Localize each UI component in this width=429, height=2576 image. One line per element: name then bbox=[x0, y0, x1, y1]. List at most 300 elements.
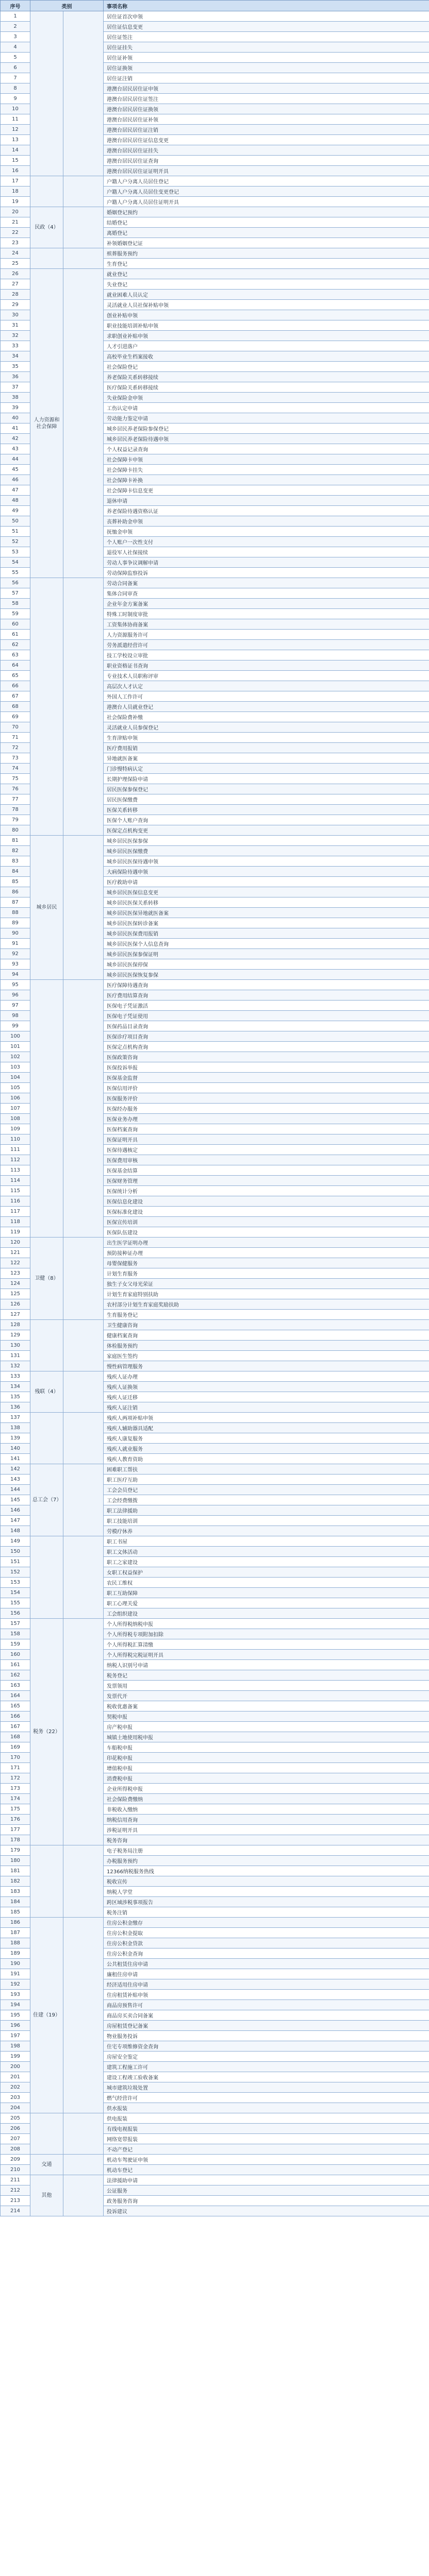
row-number: 38 bbox=[1, 393, 30, 403]
row-number: 186 bbox=[1, 1918, 30, 1928]
row-number: 62 bbox=[1, 640, 30, 650]
item-name: 医疗保障待遇查询 bbox=[104, 980, 429, 990]
item-name: 涉税证明开具 bbox=[104, 1825, 429, 1835]
category-cell: 交通 bbox=[30, 2155, 63, 2175]
row-number: 120 bbox=[1, 1238, 30, 1248]
row-number: 194 bbox=[1, 2000, 30, 2010]
item-name: 契税申报 bbox=[104, 1711, 429, 1722]
row-number: 208 bbox=[1, 2144, 30, 2155]
item-name: 港澳台居民居住证注销 bbox=[104, 125, 429, 135]
row-number: 6 bbox=[1, 63, 30, 73]
item-name: 港澳台居民居住证查询 bbox=[104, 156, 429, 166]
row-number: 87 bbox=[1, 897, 30, 908]
item-name: 退休申请 bbox=[104, 496, 429, 506]
row-number: 188 bbox=[1, 1938, 30, 1948]
row-number: 55 bbox=[1, 568, 30, 578]
item-name: 医保基金监督 bbox=[104, 1073, 429, 1083]
row-number: 187 bbox=[1, 1928, 30, 1938]
row-number: 195 bbox=[1, 2010, 30, 2021]
item-name: 个人所得税汇算清缴 bbox=[104, 1639, 429, 1650]
row-number: 206 bbox=[1, 2124, 30, 2134]
table-header-row bbox=[1, 1, 429, 11]
category-cell bbox=[30, 578, 63, 836]
table-row bbox=[1, 248, 429, 259]
item-name: 医保标准化建设 bbox=[104, 1207, 429, 1217]
item-name: 房屋安全鉴定 bbox=[104, 2052, 429, 2062]
row-number: 169 bbox=[1, 1742, 30, 1753]
category-cell: 总工会（7） bbox=[30, 1464, 63, 1536]
row-number: 33 bbox=[1, 341, 30, 351]
item-name: 城乡居民养老保险参保登记 bbox=[104, 423, 429, 434]
item-name: 港澳台居民居住证申领 bbox=[104, 83, 429, 94]
row-number: 134 bbox=[1, 1382, 30, 1392]
row-number: 60 bbox=[1, 619, 30, 630]
item-name: 母婴保健服务 bbox=[104, 1258, 429, 1268]
row-number: 179 bbox=[1, 1845, 30, 1856]
row-number: 9 bbox=[1, 94, 30, 104]
row-number: 139 bbox=[1, 1433, 30, 1444]
item-name: 职业技能培训补贴申领 bbox=[104, 320, 429, 331]
item-name: 医保定点机构查询 bbox=[104, 1042, 429, 1052]
row-number: 5 bbox=[1, 53, 30, 63]
item-name: 社会保障卡信息变更 bbox=[104, 485, 429, 496]
row-number: 67 bbox=[1, 691, 30, 702]
row-number: 29 bbox=[1, 300, 30, 310]
row-number: 1 bbox=[1, 11, 30, 22]
item-name: 补领婚姻登记证 bbox=[104, 238, 429, 248]
item-name: 慢性病管理服务 bbox=[104, 1361, 429, 1371]
item-name: 经济适用住房申请 bbox=[104, 1979, 429, 1990]
item-name: 农民工维权 bbox=[104, 1578, 429, 1588]
item-name: 婚姻登记预约 bbox=[104, 207, 429, 217]
row-number: 30 bbox=[1, 310, 30, 320]
row-number: 132 bbox=[1, 1361, 30, 1371]
item-name: 人力资源服务许可 bbox=[104, 630, 429, 640]
item-name: 殡葬服务预约 bbox=[104, 248, 429, 259]
row-number: 98 bbox=[1, 1011, 30, 1021]
row-number: 124 bbox=[1, 1279, 30, 1289]
row-number: 127 bbox=[1, 1310, 30, 1320]
row-number: 3 bbox=[1, 32, 30, 42]
row-number: 167 bbox=[1, 1722, 30, 1732]
row-number: 109 bbox=[1, 1124, 30, 1134]
item-name: 城乡居民养老保险待遇申领 bbox=[104, 434, 429, 444]
row-number: 150 bbox=[1, 1547, 30, 1557]
item-name: 税务登记 bbox=[104, 1670, 429, 1681]
row-number: 189 bbox=[1, 1948, 30, 1959]
item-name: 工伤认定申请 bbox=[104, 403, 429, 413]
row-number: 85 bbox=[1, 877, 30, 887]
item-name: 医保基金结算 bbox=[104, 1165, 429, 1176]
row-number: 117 bbox=[1, 1207, 30, 1217]
row-number: 165 bbox=[1, 1701, 30, 1711]
row-number: 212 bbox=[1, 2185, 30, 2196]
row-number: 137 bbox=[1, 1413, 30, 1423]
subcategory-cell bbox=[63, 1845, 104, 1918]
row-number: 204 bbox=[1, 2103, 30, 2113]
row-number: 107 bbox=[1, 1104, 30, 1114]
item-name: 出生医学证明办理 bbox=[104, 1238, 429, 1248]
row-number: 210 bbox=[1, 2165, 30, 2175]
category-cell: 卫健（8） bbox=[30, 1238, 63, 1320]
item-name: 高层次人才认定 bbox=[104, 681, 429, 691]
item-name: 发票领用 bbox=[104, 1681, 429, 1691]
row-number: 196 bbox=[1, 2021, 30, 2031]
item-name: 个人账户一次性支付 bbox=[104, 537, 429, 547]
item-name: 生育登记 bbox=[104, 259, 429, 269]
row-number: 168 bbox=[1, 1732, 30, 1742]
row-number: 178 bbox=[1, 1835, 30, 1845]
category-cell: 税务（22） bbox=[30, 1619, 63, 1845]
item-name: 建设工程竣工验收备案 bbox=[104, 2072, 429, 2082]
row-number: 99 bbox=[1, 1021, 30, 1031]
item-name: 残疾人证换领 bbox=[104, 1382, 429, 1392]
row-number: 202 bbox=[1, 2082, 30, 2093]
item-name: 医保待遇核定 bbox=[104, 1145, 429, 1155]
item-name: 困难职工帮扶 bbox=[104, 1464, 429, 1475]
item-name: 职工之家建设 bbox=[104, 1557, 429, 1567]
category-cell bbox=[30, 1536, 63, 1619]
item-name: 有线电视报装 bbox=[104, 2124, 429, 2134]
item-name: 医保财务管理 bbox=[104, 1176, 429, 1186]
item-name: 个人所得税专项附加扣除 bbox=[104, 1629, 429, 1639]
row-number: 184 bbox=[1, 1897, 30, 1907]
row-number: 161 bbox=[1, 1660, 30, 1670]
item-name: 求职创业补贴申领 bbox=[104, 331, 429, 341]
table-body bbox=[1, 11, 429, 2216]
item-name: 医保信用评价 bbox=[104, 1083, 429, 1093]
row-number: 66 bbox=[1, 681, 30, 691]
row-number: 14 bbox=[1, 145, 30, 156]
row-number: 151 bbox=[1, 1557, 30, 1567]
item-name: 社会保险费补缴 bbox=[104, 712, 429, 722]
item-name: 大病保险待遇申领 bbox=[104, 867, 429, 877]
item-name: 城乡居民医保待遇申领 bbox=[104, 856, 429, 867]
row-number: 122 bbox=[1, 1258, 30, 1268]
item-name: 非税收入缴纳 bbox=[104, 1804, 429, 1815]
row-number: 143 bbox=[1, 1475, 30, 1485]
row-number: 2 bbox=[1, 22, 30, 32]
row-number: 180 bbox=[1, 1856, 30, 1866]
table-row bbox=[1, 1536, 429, 1547]
subcategory-cell bbox=[63, 2155, 104, 2175]
item-name: 住房公积金缴存 bbox=[104, 1918, 429, 1928]
subcategory-cell bbox=[63, 11, 104, 176]
row-number: 76 bbox=[1, 784, 30, 794]
row-number: 69 bbox=[1, 712, 30, 722]
category-cell bbox=[30, 176, 63, 207]
item-name: 集体合同审查 bbox=[104, 588, 429, 599]
row-number: 136 bbox=[1, 1402, 30, 1413]
row-number: 113 bbox=[1, 1165, 30, 1176]
row-number: 100 bbox=[1, 1031, 30, 1042]
subcategory-cell bbox=[63, 1464, 104, 1536]
header-item: 事项名称 bbox=[104, 1, 429, 11]
row-number: 181 bbox=[1, 1866, 30, 1876]
row-number: 128 bbox=[1, 1320, 30, 1330]
item-name: 个人所得税完税证明开具 bbox=[104, 1650, 429, 1660]
item-name: 医保队伍建设 bbox=[104, 1227, 429, 1238]
subcategory-cell bbox=[63, 980, 104, 1238]
item-name: 住宅专项维修资金查询 bbox=[104, 2041, 429, 2052]
row-number: 16 bbox=[1, 166, 30, 176]
item-name: 退役军人社保接续 bbox=[104, 547, 429, 557]
item-name: 税收宣传 bbox=[104, 1876, 429, 1887]
row-number: 63 bbox=[1, 650, 30, 660]
row-number: 190 bbox=[1, 1959, 30, 1969]
item-name: 计划生育服务 bbox=[104, 1268, 429, 1279]
item-name: 投诉建议 bbox=[104, 2206, 429, 2216]
item-name: 居住证信息变更 bbox=[104, 22, 429, 32]
row-number: 84 bbox=[1, 867, 30, 877]
category-cell: 其他 bbox=[30, 2175, 63, 2216]
item-name: 个人权益记录查询 bbox=[104, 444, 429, 454]
item-name: 工资集体协商备案 bbox=[104, 619, 429, 630]
row-number: 25 bbox=[1, 259, 30, 269]
row-number: 80 bbox=[1, 825, 30, 836]
item-name: 卫生健康咨询 bbox=[104, 1320, 429, 1330]
item-name: 医保宣传培训 bbox=[104, 1217, 429, 1227]
row-number: 105 bbox=[1, 1083, 30, 1093]
row-number: 205 bbox=[1, 2113, 30, 2124]
row-number: 164 bbox=[1, 1691, 30, 1701]
table-row bbox=[1, 2113, 429, 2124]
row-number: 177 bbox=[1, 1825, 30, 1835]
row-number: 78 bbox=[1, 805, 30, 815]
row-number: 42 bbox=[1, 434, 30, 444]
item-name: 就业困难人员认定 bbox=[104, 290, 429, 300]
row-number: 22 bbox=[1, 228, 30, 238]
row-number: 125 bbox=[1, 1289, 30, 1299]
row-number: 12 bbox=[1, 125, 30, 135]
row-number: 13 bbox=[1, 135, 30, 145]
row-number: 64 bbox=[1, 660, 30, 671]
item-name: 城乡居民医保停保 bbox=[104, 959, 429, 970]
row-number: 44 bbox=[1, 454, 30, 465]
row-number: 28 bbox=[1, 290, 30, 300]
item-name: 技工学校设立审批 bbox=[104, 650, 429, 660]
item-name: 城乡居民医保个人信息查询 bbox=[104, 939, 429, 949]
category-cell: 城乡居民 bbox=[30, 836, 63, 980]
item-name: 供电报装 bbox=[104, 2113, 429, 2124]
item-name: 工会会员登记 bbox=[104, 1485, 429, 1495]
row-number: 160 bbox=[1, 1650, 30, 1660]
row-number: 126 bbox=[1, 1299, 30, 1310]
item-name: 残疾人证迁移 bbox=[104, 1392, 429, 1402]
row-number: 53 bbox=[1, 547, 30, 557]
row-number: 185 bbox=[1, 1907, 30, 1918]
item-name: 港澳台人员就业登记 bbox=[104, 702, 429, 712]
item-name: 社会保险费缴纳 bbox=[104, 1794, 429, 1804]
item-name: 跨区域涉税事项报告 bbox=[104, 1897, 429, 1907]
item-name: 法律援助申请 bbox=[104, 2175, 429, 2185]
item-name: 城乡居民医保参保 bbox=[104, 836, 429, 846]
row-number: 27 bbox=[1, 279, 30, 290]
item-name: 失业保险金申领 bbox=[104, 393, 429, 403]
item-name: 残疾人就业服务 bbox=[104, 1444, 429, 1454]
item-name: 独生子女父母光荣证 bbox=[104, 1279, 429, 1289]
item-name: 个人所得税纳税申报 bbox=[104, 1619, 429, 1629]
item-name: 纳税信用查询 bbox=[104, 1815, 429, 1825]
item-name: 医疗费用结算查询 bbox=[104, 990, 429, 1001]
category-cell bbox=[30, 1320, 63, 1371]
item-name: 城乡居民医保参保证明 bbox=[104, 949, 429, 959]
row-number: 112 bbox=[1, 1155, 30, 1165]
item-name: 港澳台居民居住证换领 bbox=[104, 104, 429, 114]
category-cell bbox=[30, 980, 63, 1238]
item-name: 消费税申报 bbox=[104, 1773, 429, 1784]
item-name: 高校毕业生档案接收 bbox=[104, 351, 429, 362]
row-number: 89 bbox=[1, 918, 30, 928]
row-number: 23 bbox=[1, 238, 30, 248]
subcategory-cell bbox=[63, 1413, 104, 1464]
item-name: 劳动人事争议调解申请 bbox=[104, 557, 429, 568]
row-number: 193 bbox=[1, 1990, 30, 2000]
item-name: 残疾人两项补贴申领 bbox=[104, 1413, 429, 1423]
item-name: 发票代开 bbox=[104, 1691, 429, 1701]
item-name: 劳动保障监察投诉 bbox=[104, 568, 429, 578]
item-name: 劳务派遣经营许可 bbox=[104, 640, 429, 650]
item-name: 医疗保险关系转移接续 bbox=[104, 382, 429, 393]
row-number: 173 bbox=[1, 1784, 30, 1794]
item-name: 办税服务预约 bbox=[104, 1856, 429, 1866]
item-name: 户籍人户分离人员居住变更登记 bbox=[104, 187, 429, 197]
row-number: 102 bbox=[1, 1052, 30, 1062]
item-name: 外国人工作许可 bbox=[104, 691, 429, 702]
item-name: 灵活就业人员社保补贴申领 bbox=[104, 300, 429, 310]
row-number: 52 bbox=[1, 537, 30, 547]
item-name: 港澳台居民居住证信息变更 bbox=[104, 135, 429, 145]
item-name: 医保电子凭证激活 bbox=[104, 1001, 429, 1011]
subcategory-cell bbox=[63, 1918, 104, 2113]
subcategory-cell bbox=[63, 836, 104, 980]
row-number: 162 bbox=[1, 1670, 30, 1681]
row-number: 83 bbox=[1, 856, 30, 867]
category-cell: 残联（4） bbox=[30, 1371, 63, 1413]
item-name: 职工文体活动 bbox=[104, 1547, 429, 1557]
row-number: 47 bbox=[1, 485, 30, 496]
item-name: 医保关系转移 bbox=[104, 805, 429, 815]
row-number: 156 bbox=[1, 1608, 30, 1619]
row-number: 203 bbox=[1, 2093, 30, 2103]
table-row bbox=[1, 1320, 429, 1330]
item-name: 职业资格证书查询 bbox=[104, 660, 429, 671]
item-name: 医疗救助申请 bbox=[104, 877, 429, 887]
row-number: 145 bbox=[1, 1495, 30, 1505]
item-name: 医保个人账户查询 bbox=[104, 815, 429, 825]
item-name: 建筑工程施工许可 bbox=[104, 2062, 429, 2072]
row-number: 75 bbox=[1, 774, 30, 784]
category-cell: 人力资源和社会保障 bbox=[30, 269, 63, 578]
row-number: 95 bbox=[1, 980, 30, 990]
row-number: 201 bbox=[1, 2072, 30, 2082]
item-name: 医保证明开具 bbox=[104, 1134, 429, 1145]
row-number: 49 bbox=[1, 506, 30, 516]
item-name: 车船税申报 bbox=[104, 1742, 429, 1753]
table-row bbox=[1, 207, 429, 217]
item-name: 港澳台居民居住证挂失 bbox=[104, 145, 429, 156]
row-number: 149 bbox=[1, 1536, 30, 1547]
item-name: 家庭医生签约 bbox=[104, 1351, 429, 1361]
row-number: 36 bbox=[1, 372, 30, 382]
item-name: 长期护理保险申请 bbox=[104, 774, 429, 784]
item-name: 医保政策咨询 bbox=[104, 1052, 429, 1062]
table-row bbox=[1, 578, 429, 588]
item-name: 劳模疗休养 bbox=[104, 1526, 429, 1536]
row-number: 121 bbox=[1, 1248, 30, 1258]
subcategory-cell bbox=[63, 578, 104, 836]
subcategory-cell bbox=[63, 1371, 104, 1413]
category-cell bbox=[30, 1845, 63, 1918]
item-name: 社会保险登记 bbox=[104, 362, 429, 372]
row-number: 86 bbox=[1, 887, 30, 897]
row-number: 144 bbox=[1, 1485, 30, 1495]
item-name: 供水报装 bbox=[104, 2103, 429, 2113]
row-number: 198 bbox=[1, 2041, 30, 2052]
row-number: 24 bbox=[1, 248, 30, 259]
row-number: 111 bbox=[1, 1145, 30, 1155]
item-name: 医保档案查询 bbox=[104, 1124, 429, 1134]
item-name: 户籍人户分离人员居住证明开具 bbox=[104, 197, 429, 207]
item-name: 结婚登记 bbox=[104, 217, 429, 228]
row-number: 172 bbox=[1, 1773, 30, 1784]
row-number: 71 bbox=[1, 733, 30, 743]
item-name: 税务咨询 bbox=[104, 1835, 429, 1845]
row-number: 26 bbox=[1, 269, 30, 279]
row-number: 135 bbox=[1, 1392, 30, 1402]
item-name: 增值税申报 bbox=[104, 1763, 429, 1773]
item-name: 社会保障卡补换 bbox=[104, 475, 429, 485]
item-name: 城乡居民医保信息变更 bbox=[104, 887, 429, 897]
row-number: 108 bbox=[1, 1114, 30, 1124]
subcategory-cell bbox=[63, 2113, 104, 2155]
row-number: 110 bbox=[1, 1134, 30, 1145]
row-number: 146 bbox=[1, 1505, 30, 1516]
row-number: 207 bbox=[1, 2134, 30, 2144]
row-number: 114 bbox=[1, 1176, 30, 1186]
category-cell: 民政（4） bbox=[30, 207, 63, 248]
item-name: 印花税申报 bbox=[104, 1753, 429, 1763]
item-name: 电子税务局注册 bbox=[104, 1845, 429, 1856]
item-name: 丧葬补助金申领 bbox=[104, 516, 429, 527]
row-number: 45 bbox=[1, 465, 30, 475]
row-number: 56 bbox=[1, 578, 30, 588]
row-number: 73 bbox=[1, 753, 30, 764]
row-number: 131 bbox=[1, 1351, 30, 1361]
row-number: 148 bbox=[1, 1526, 30, 1536]
row-number: 101 bbox=[1, 1042, 30, 1052]
item-name: 劳动能力鉴定申请 bbox=[104, 413, 429, 423]
table-row bbox=[1, 1371, 429, 1382]
row-number: 91 bbox=[1, 939, 30, 949]
item-name: 养老保险待遇资格认证 bbox=[104, 506, 429, 516]
item-name: 医保服务评价 bbox=[104, 1093, 429, 1104]
row-number: 61 bbox=[1, 630, 30, 640]
row-number: 20 bbox=[1, 207, 30, 217]
row-number: 147 bbox=[1, 1516, 30, 1526]
item-name: 社会保障卡申领 bbox=[104, 454, 429, 465]
row-number: 106 bbox=[1, 1093, 30, 1104]
item-name: 医保定点机构变更 bbox=[104, 825, 429, 836]
item-name: 企业所得税申报 bbox=[104, 1784, 429, 1794]
item-name: 城乡居民医保缴费 bbox=[104, 846, 429, 856]
item-name: 社会保障卡挂失 bbox=[104, 465, 429, 475]
item-name: 居民医保缴费 bbox=[104, 794, 429, 805]
item-name: 残疾人证注销 bbox=[104, 1402, 429, 1413]
row-number: 214 bbox=[1, 2206, 30, 2216]
row-number: 51 bbox=[1, 527, 30, 537]
row-number: 116 bbox=[1, 1196, 30, 1207]
